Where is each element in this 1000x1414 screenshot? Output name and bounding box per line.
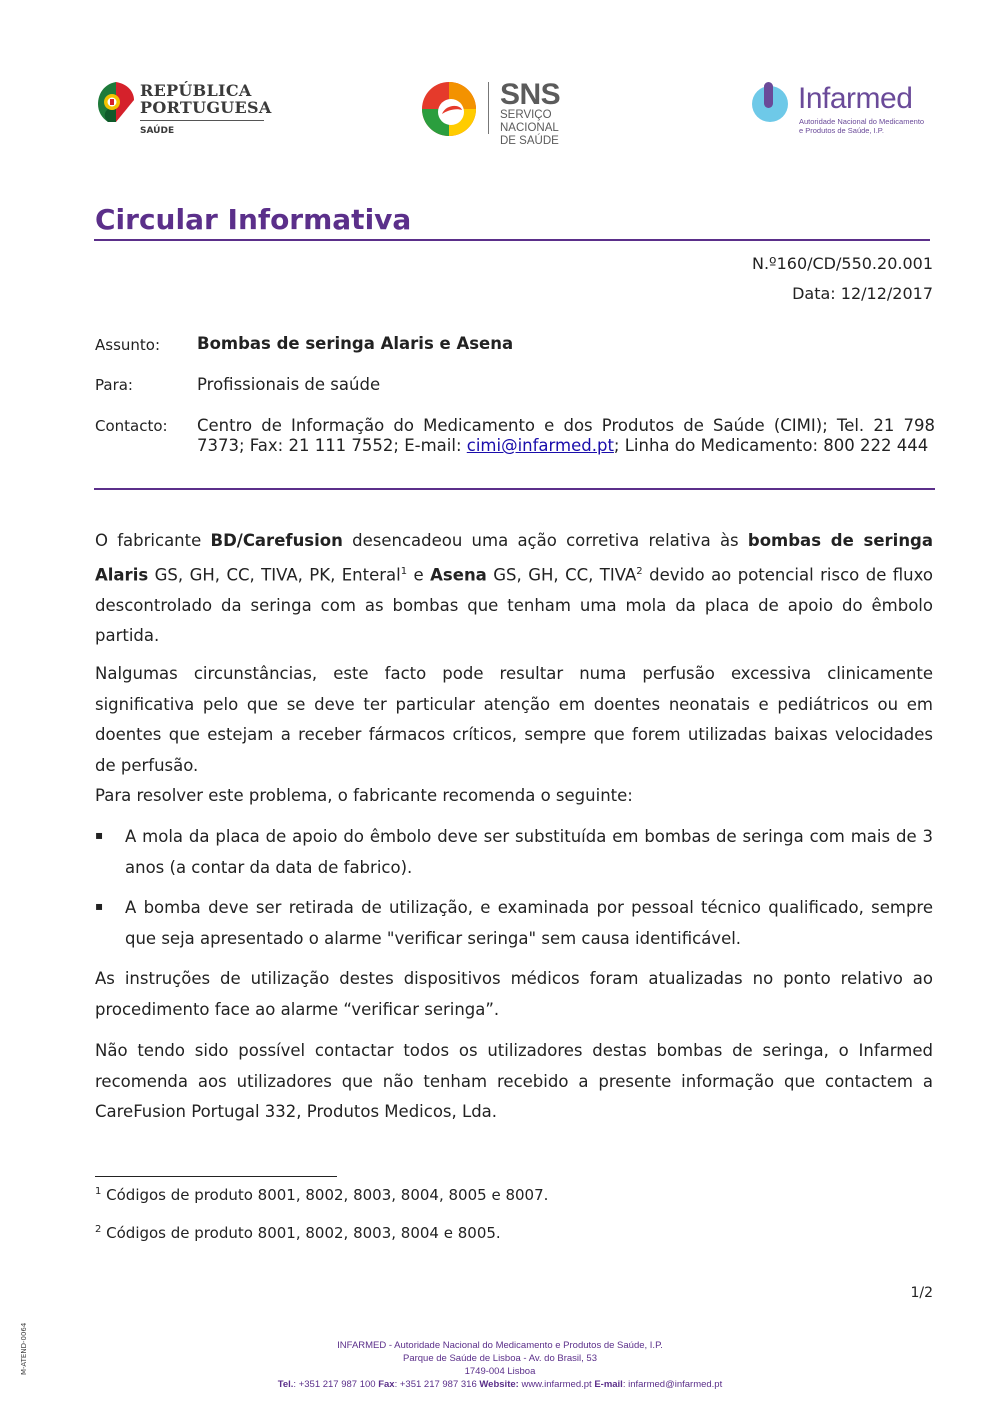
bullet-marker: ▪ [95,899,104,913]
footer-website[interactable]: www.infarmed.pt [518,1379,595,1390]
republica-sub: SAÚDE [140,126,175,136]
p1-manufacturer: BD/Carefusion [210,531,343,550]
footer-line1: INFARMED - Autoridade Nacional do Medicamento e Produtos de Saúde, I.P. [337,1340,663,1351]
paragraph-4: As instruções de utilização destes dispositivos médicos foram atualizadas no ponto relativo ao procedimento face ao alarme “verificar seringa”. [95,969,933,1019]
footnote-ref-2: 2 [636,565,643,577]
sns-line1: SERVIÇO NACIONAL [500,109,559,134]
footnote-number: 2 [95,1224,102,1235]
paragraph-1 [95,526,933,652]
p1-asena: Asena [430,565,487,584]
footer-line3: 1749-004 Lisboa [464,1366,536,1377]
document-code-text: M-ATEND-0064 [20,1322,28,1375]
footer-tel-label: Tel. [277,1379,294,1390]
title-divider [94,239,930,241]
republica-line1: REPÚBLICA [140,81,252,100]
bullet-item: A bomba deve ser retirada de utilização, e examinada por pessoal técnico qualificado, sempre que seja apresentado o alarme "verificar seringa" sem causa identificável. [125,898,933,948]
footnote-ref-1: 1 [400,565,408,577]
document-title: Circular Informativa [95,203,412,236]
infarmed-sub-line1: Autoridade Nacional do Medicamento [799,117,925,126]
sns-line2: DE SAÚDE [500,135,559,147]
infarmed-emblem-icon [750,80,794,124]
page-number: 1/2 [910,1285,933,1301]
document-date: Data: 12/12/2017 [792,284,933,303]
republica-portuguesa-logo [94,80,272,140]
portugal-flag-icon [94,80,138,124]
footer-contacts [0,1378,1000,1391]
p1-text: GS, GH, CC, TIVA [486,565,637,584]
footnote-number: 1 [95,1186,102,1197]
infarmed-logo [750,80,930,140]
sns-acronym: SNS [500,78,561,111]
bullet-marker: ▪ [95,828,104,842]
footnote-text: Códigos de produto 8001, 8002, 8003, 8004, 8005 e 8007. [101,1186,549,1204]
contacto-text: Centro de Informação do Medicamento e dos Produtos de Saúde (CIMI); Tel. 21 798 7373; Fax: 21 111 7552; E-mail: [197,416,935,455]
infarmed-sub-line2: e Produtos de Saúde, I.P. [799,126,884,135]
footnote-1 [95,1186,548,1204]
footer-email-label: E-mail [594,1379,623,1390]
bullet-item: A mola da placa de apoio do êmbolo deve ser substituída em bombas de seringa com mais de 3 anos (a contar da data de fabrico). [125,827,933,877]
footer-web-label: Website: [479,1379,519,1390]
contacto-text-end: ; Linha do Medicamento: 800 222 444 [613,436,929,455]
assunto-value: Bombas de seringa Alaris e Asena [197,334,514,353]
infarmed-name: Infarmed [798,82,913,115]
paragraph-3: Para resolver este problema, o fabricante recomenda o seguinte: [95,786,633,805]
contacto-value [197,416,935,456]
assunto-label: Assunto: [95,336,161,354]
para-value: Profissionais de saúde [197,375,381,394]
footer-email[interactable]: : infarmed@infarmed.pt [622,1379,723,1390]
republica-divider [140,120,264,121]
footer-tel: : +351 217 987 100 [293,1379,379,1390]
p1-text: O fabricante [95,531,211,550]
contacto-label: Contacto: [95,417,168,435]
republica-line2: PORTUGUESA [140,98,272,117]
footer-fax-label: Fax [378,1379,395,1390]
sns-divider [488,82,489,134]
p1-text: devido ao potencial risco de fluxo descontrolado da seringa com as bombas que tenham uma mola da placa de apoio do êmbolo partida. [95,565,933,645]
paragraph-2: Nalgumas circunstâncias, este facto pode resultar numa perfusão excessiva clinicamente significativa pelo que se deve ter particular atenção em doentes neonatais e pediátricos ou em doentes que estejam a receber fármacos críticos, sempre que forem utilizadas baixas velocidades de perfusão. [95,664,933,775]
p1-text: GS, GH, CC, TIVA, PK, Enteral [148,565,401,584]
footer-fax: : +351 217 987 316 [394,1379,480,1390]
sns-logo [420,78,605,147]
p1-text: desencadeou uma ação corretiva relativa às [342,531,748,550]
para-label: Para: [95,376,133,394]
footnote-divider [95,1176,337,1177]
contact-email-link[interactable]: cimi@infarmed.pt [466,436,614,455]
footer-line2: Parque de Saúde de Lisboa - Av. do Brasil, 53 [402,1353,597,1364]
sns-emblem-icon [420,80,478,138]
footnote-text: Códigos de produto 8001, 8002, 8003, 8004 e 8005. [101,1224,501,1242]
footnote-2 [95,1224,501,1242]
p1-alaris: bombas de seringa Alaris [95,531,934,584]
meta-divider [94,488,935,490]
reference-number: N.º160/CD/550.20.001 [751,254,933,273]
p1-text: e [407,565,431,584]
paragraph-5: Não tendo sido possível contactar todos os utilizadores destas bombas de seringa, o Infarmed recomenda aos utilizadores que não tenham recebido a presente informação que contactem a CareFusion Portugal 332, Produtos Medicos, Lda. [95,1041,933,1121]
